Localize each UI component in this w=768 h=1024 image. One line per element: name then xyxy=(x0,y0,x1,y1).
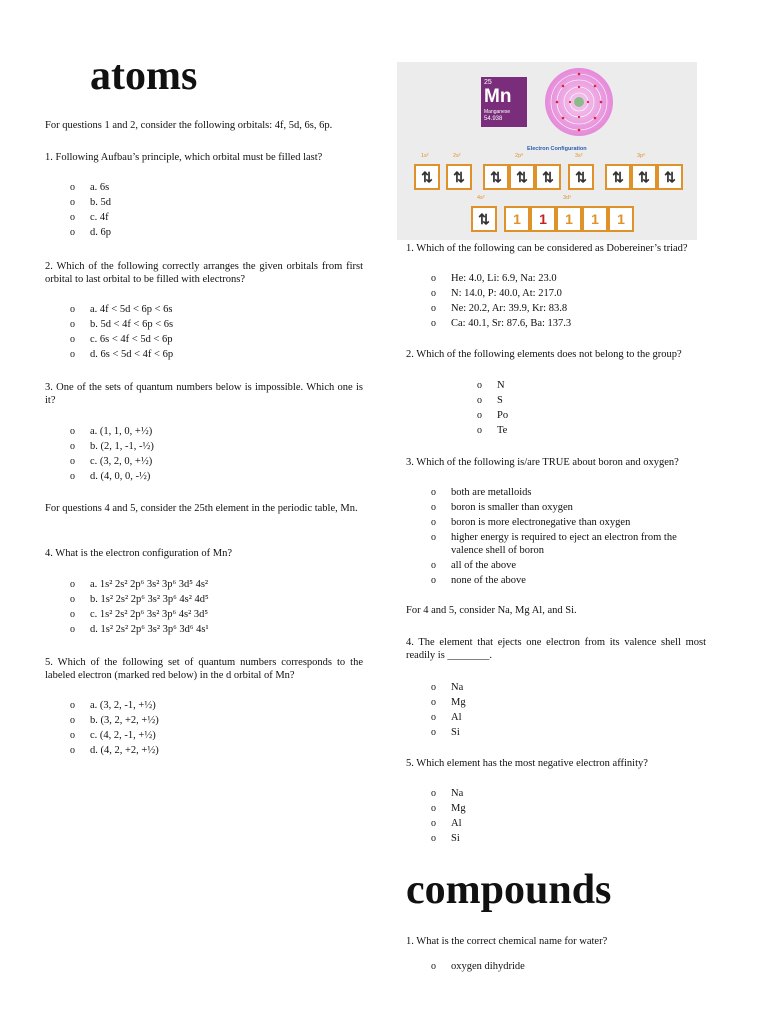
atoms-q1-options xyxy=(70,180,111,240)
option-label: oxygen dihydride xyxy=(451,961,525,972)
list-item[interactable] xyxy=(431,695,466,710)
option-label: Na xyxy=(451,788,464,799)
periodic-q1-text: 1. Which of the following can be considered as Dobereiner’s triad? xyxy=(406,243,688,254)
option-label: Te xyxy=(497,425,508,436)
option-label: both are metalloids xyxy=(451,487,532,498)
bullet-icon: o xyxy=(431,712,436,723)
bullet-icon: o xyxy=(477,380,482,391)
orbital-box: ⇅ xyxy=(483,164,509,190)
orbital-box: ⇅ xyxy=(471,206,497,232)
orbital-box: ⇅ xyxy=(605,164,631,190)
bullet-icon: o xyxy=(70,212,75,223)
option-label: d. 6s < 5d < 4f < 6p xyxy=(90,349,174,360)
atoms-intro-2: For questions 4 and 5, consider the 25th element in the periodic table, Mn. xyxy=(45,503,358,514)
list-item[interactable] xyxy=(70,195,111,210)
periodic-q1-options xyxy=(431,271,572,331)
element-tile xyxy=(481,77,527,127)
list-item[interactable] xyxy=(431,573,706,588)
option-label: b. 5d xyxy=(90,197,111,208)
bullet-icon: o xyxy=(70,227,75,238)
atoms-intro: For questions 1 and 2, consider the following orbitals: 4f, 5d, 6s, 6p. xyxy=(45,120,333,131)
list-item[interactable] xyxy=(70,728,159,743)
option-label: b. 5d < 4f < 6p < 6s xyxy=(90,319,174,330)
list-item[interactable] xyxy=(477,378,508,393)
option-label: c. 4f xyxy=(90,212,109,223)
list-item[interactable] xyxy=(70,592,209,607)
bullet-icon: o xyxy=(431,288,436,299)
list-item[interactable] xyxy=(431,316,572,331)
bullet-icon: o xyxy=(477,410,482,421)
option-label: Mg xyxy=(451,803,466,814)
atoms-heading: atoms xyxy=(90,53,198,99)
bullet-icon: o xyxy=(70,609,75,620)
option-label: b. (2, 1, -1, -½) xyxy=(90,441,154,452)
atoms-q2-text: 2. Which of the following correctly arranges the given orbitals from first orbital to last orbital to be filled with electrons? xyxy=(45,261,363,285)
list-item[interactable] xyxy=(431,500,706,515)
option-label: all of the above xyxy=(451,560,517,571)
atomic-number: 25 xyxy=(484,79,492,86)
bullet-icon: o xyxy=(431,697,436,708)
option-label: a. (1, 1, 0, +½) xyxy=(90,426,153,437)
bullet-icon: o xyxy=(431,303,436,314)
periodic-intro: For 4 and 5, consider Na, Mg Al, and Si. xyxy=(406,605,577,616)
list-item[interactable] xyxy=(70,332,173,347)
periodic-q2-text: 2. Which of the following elements does not belong to the group? xyxy=(406,349,682,360)
list-item[interactable] xyxy=(70,698,159,713)
option-label: none of the above xyxy=(451,575,526,586)
option-label: N xyxy=(497,380,505,391)
option-label: Al xyxy=(451,818,462,829)
list-item[interactable] xyxy=(431,786,466,801)
option-label: b. 1s² 2s² 2p⁶ 3s² 3p⁶ 4s² 4d⁵ xyxy=(90,594,209,605)
bullet-icon: o xyxy=(70,197,75,208)
bullet-icon: o xyxy=(431,560,436,571)
periodic-q2-options xyxy=(477,378,509,438)
option-label: d. (4, 0, 0, -½) xyxy=(90,471,151,482)
list-item[interactable] xyxy=(431,558,706,573)
list-item[interactable] xyxy=(431,710,466,725)
list-item[interactable] xyxy=(431,725,466,740)
bullet-icon: o xyxy=(431,487,436,498)
orbital-label-3d: 3d⁵ xyxy=(563,195,572,201)
list-item[interactable] xyxy=(70,713,159,728)
list-item[interactable] xyxy=(431,816,466,831)
list-item[interactable] xyxy=(70,743,159,758)
element-name: Manganese xyxy=(484,109,511,115)
bullet-icon: o xyxy=(431,727,436,738)
bullet-icon: o xyxy=(431,517,436,528)
compounds-q1-options xyxy=(431,959,525,974)
orbital-label-3p: 3p⁶ xyxy=(637,153,646,159)
bullet-icon: o xyxy=(431,833,436,844)
atoms-q4-options xyxy=(70,577,209,637)
option-label: higher energy is required to eject an electron from the valence shell of boron xyxy=(451,532,677,556)
bullet-icon: o xyxy=(70,579,75,590)
list-item[interactable] xyxy=(431,680,466,695)
bullet-icon: o xyxy=(70,715,75,726)
orbital-box: ⇅ xyxy=(414,164,440,190)
bullet-icon: o xyxy=(70,700,75,711)
option-label: N: 14.0, P: 40.0, At: 217.0 xyxy=(451,288,562,299)
bullet-icon: o xyxy=(431,318,436,329)
orbital-label-4s: 4s² xyxy=(477,195,485,201)
list-item[interactable] xyxy=(70,225,111,240)
bullet-icon: o xyxy=(70,334,75,345)
bullet-icon: o xyxy=(70,624,75,635)
orbital-box: ⇅ xyxy=(657,164,683,190)
periodic-q5-text: 5. Which element has the most negative electron affinity? xyxy=(406,758,648,769)
bullet-icon: o xyxy=(70,319,75,330)
option-label: S xyxy=(497,395,503,406)
orbital-box: 1 xyxy=(608,206,634,232)
list-item[interactable] xyxy=(431,831,466,846)
orbital-box: 1 xyxy=(582,206,608,232)
list-item[interactable] xyxy=(477,423,508,438)
periodic-q5-options xyxy=(431,786,466,846)
atoms-q3-options xyxy=(70,424,154,484)
option-label: c. (4, 2, -1, +½) xyxy=(90,730,156,741)
option-label: Po xyxy=(497,410,509,421)
bullet-icon: o xyxy=(70,441,75,452)
compounds-heading: compounds xyxy=(406,867,612,913)
orbital-box: ⇅ xyxy=(446,164,472,190)
bohr-model-icon xyxy=(543,66,615,138)
atoms-q5-options xyxy=(70,698,159,758)
figure-title: Electron Configuration xyxy=(527,146,587,152)
orbital-label-2s: 2s² xyxy=(453,153,461,159)
bullet-icon: o xyxy=(431,818,436,829)
option-label: a. 4f < 5d < 6p < 6s xyxy=(90,304,173,315)
option-label: c. 6s < 4f < 5d < 6p xyxy=(90,334,173,345)
list-item[interactable] xyxy=(70,439,154,454)
atoms-q2-options xyxy=(70,302,174,362)
bullet-icon: o xyxy=(70,426,75,437)
list-item[interactable] xyxy=(477,393,508,408)
bullet-icon: o xyxy=(431,788,436,799)
orbital-box: 1 xyxy=(504,206,530,232)
bullet-icon: o xyxy=(477,395,482,406)
list-item[interactable] xyxy=(431,286,571,301)
electron-configuration-figure xyxy=(397,62,697,240)
atoms-q4-text: 4. What is the electron configuration of Mn? xyxy=(45,548,233,559)
option-label: Al xyxy=(451,712,462,723)
option-label: b. (3, 2, +2, +½) xyxy=(90,715,159,726)
bullet-icon: o xyxy=(431,273,436,284)
option-label: Si xyxy=(451,727,460,738)
option-label: d. 6p xyxy=(90,227,111,238)
option-label: c. 1s² 2s² 2p⁶ 3s² 3p⁶ 4s² 3d⁵ xyxy=(90,609,209,620)
periodic-q4-options xyxy=(431,680,466,740)
marked-electron-box: 1 xyxy=(530,206,556,232)
list-item[interactable] xyxy=(477,408,509,423)
option-label: d. (4, 2, +2, +½) xyxy=(90,745,159,756)
bullet-icon: o xyxy=(70,730,75,741)
bullet-icon: o xyxy=(431,682,436,693)
list-item[interactable] xyxy=(431,301,571,316)
bullet-icon: o xyxy=(431,502,436,513)
orbital-box: ⇅ xyxy=(568,164,594,190)
list-item[interactable] xyxy=(70,180,111,195)
orbital-label-2p: 2p⁶ xyxy=(515,153,524,159)
bullet-icon: o xyxy=(431,803,436,814)
option-label: Ne: 20.2, Ar: 39.9, Kr: 83.8 xyxy=(451,303,568,314)
list-item[interactable] xyxy=(70,302,173,317)
list-item[interactable] xyxy=(431,515,706,530)
list-item[interactable] xyxy=(70,317,174,332)
orbital-box: 1 xyxy=(556,206,582,232)
list-item[interactable] xyxy=(70,210,111,225)
bullet-icon: o xyxy=(70,471,75,482)
option-label: boron is smaller than oxygen xyxy=(451,502,573,513)
list-item[interactable] xyxy=(431,271,571,286)
orbital-box: ⇅ xyxy=(509,164,535,190)
option-label: a. (3, 2, -1, +½) xyxy=(90,700,156,711)
atoms-q5-text: 5. Which of the following set of quantum numbers corresponds to the labeled electron (marked red below) in the d orbital of Mn? xyxy=(45,657,363,681)
list-item[interactable] xyxy=(431,801,466,816)
option-label: a. 6s xyxy=(90,182,110,193)
bullet-icon: o xyxy=(477,425,482,436)
bullet-icon: o xyxy=(70,456,75,467)
orbital-box: ⇅ xyxy=(631,164,657,190)
periodic-q3-text: 3. Which of the following is/are TRUE about boron and oxygen? xyxy=(406,457,679,468)
option-label: Na xyxy=(451,682,464,693)
list-item[interactable] xyxy=(70,454,154,469)
bullet-icon: o xyxy=(431,532,436,543)
option-label: He: 4.0, Li: 6.9, Na: 23.0 xyxy=(451,273,557,284)
list-item[interactable] xyxy=(431,485,706,500)
orbital-box: ⇅ xyxy=(535,164,561,190)
option-label: Mg xyxy=(451,697,466,708)
orbital-label-3s: 3s² xyxy=(575,153,583,159)
list-item[interactable] xyxy=(70,469,154,484)
orbital-label-1s: 1s² xyxy=(421,153,429,159)
bullet-icon: o xyxy=(70,349,75,360)
atomic-mass: 54.938 xyxy=(484,116,503,122)
periodic-q4-text: 4. The element that ejects one electron from its valence shell most readily is ________. xyxy=(406,637,706,661)
bullet-icon: o xyxy=(70,182,75,193)
atoms-q1-text: 1. Following Aufbau’s principle, which orbital must be filled last? xyxy=(45,152,323,163)
compounds-q1-text: 1. What is the correct chemical name for water? xyxy=(406,936,608,947)
option-label: d. 1s² 2s² 2p⁶ 3s² 3p⁶ 3d⁶ 4s¹ xyxy=(90,624,209,635)
list-item[interactable] xyxy=(70,577,209,592)
bullet-icon: o xyxy=(70,304,75,315)
list-item[interactable] xyxy=(70,607,209,622)
list-item[interactable] xyxy=(431,959,525,974)
option-label: boron is more electronegative than oxygen xyxy=(451,517,631,528)
list-item[interactable] xyxy=(70,347,174,362)
list-item[interactable] xyxy=(70,424,154,439)
bullet-icon: o xyxy=(431,575,436,586)
periodic-q3-options xyxy=(431,485,706,588)
bullet-icon: o xyxy=(70,594,75,605)
option-label: c. (3, 2, 0, +½) xyxy=(90,456,153,467)
option-label: Ca: 40.1, Sr: 87.6, Ba: 137.3 xyxy=(451,318,572,329)
bullet-icon: o xyxy=(70,745,75,756)
option-label: Si xyxy=(451,833,460,844)
bullet-icon: o xyxy=(431,961,436,972)
element-symbol: Mn xyxy=(484,86,512,107)
list-item[interactable] xyxy=(70,622,209,637)
list-item[interactable] xyxy=(431,530,706,558)
option-label: a. 1s² 2s² 2p⁶ 3s² 3p⁶ 3d⁵ 4s² xyxy=(90,579,209,590)
atoms-q3-text: 3. One of the sets of quantum numbers below is impossible. Which one is it? xyxy=(45,382,363,406)
